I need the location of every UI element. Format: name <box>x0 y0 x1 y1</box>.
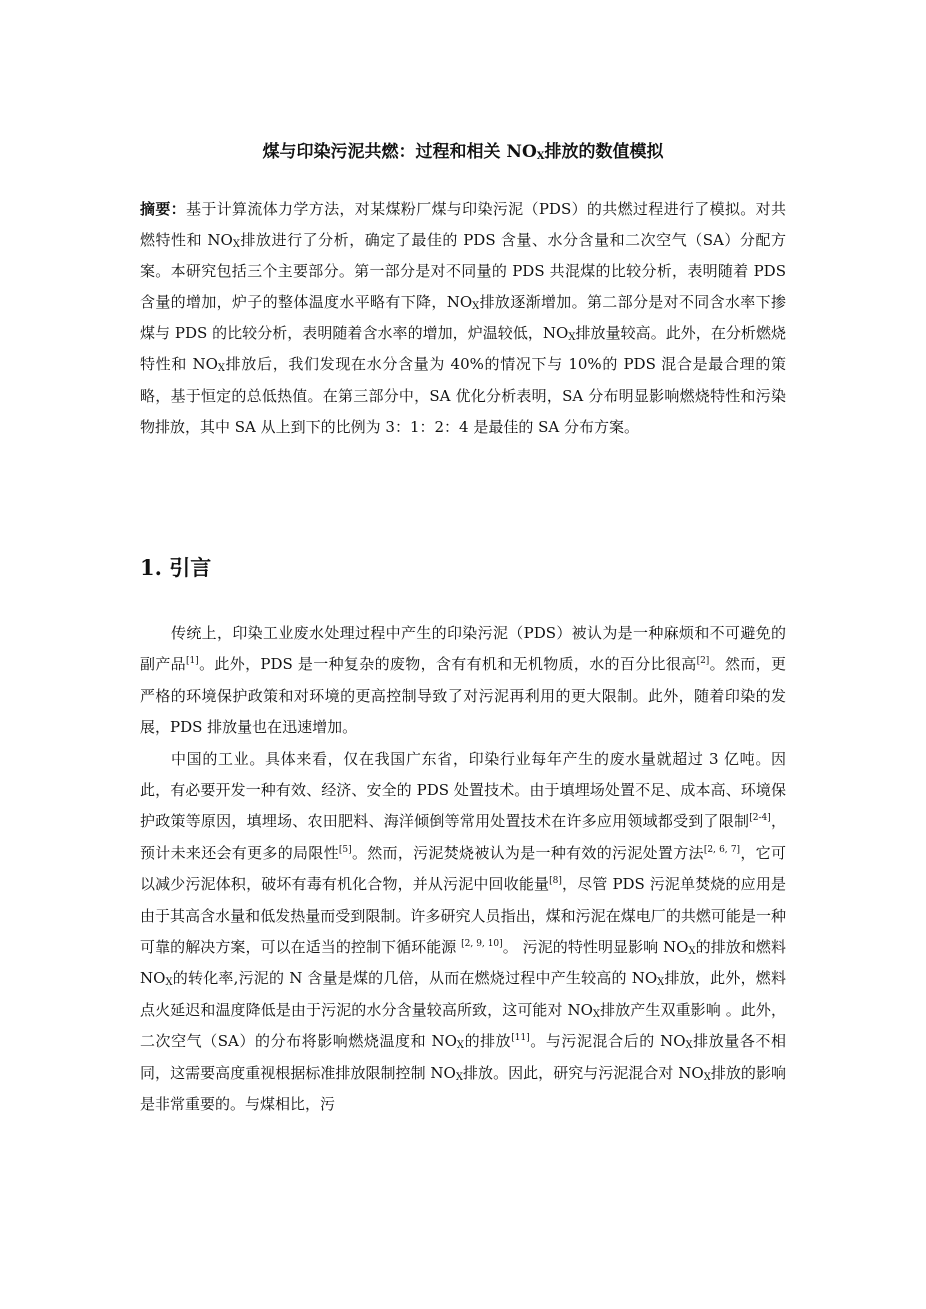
nox-subscript: X <box>592 1008 601 1020</box>
paragraph-text: ，预计未来还会有更多的局限性 <box>140 812 786 862</box>
paragraph-text: 的转化率,污泥的 N 含量是煤的几倍，从而在燃烧过程中产生较高的 NO <box>172 969 658 988</box>
paragraph-text: 传统上，印染工业废水处理过程中产生的印染污泥（PDS）被认为是一种麻烦和不可避免的副产品 <box>140 624 786 674</box>
paragraph <box>140 618 786 744</box>
nox-subscript: X <box>657 977 665 989</box>
abstract-text: 排放逐渐增加。第二部分是对不同含水率下掺煤与 PDS 的比较分析，表明随着含水率的增加，炉温较低，NO <box>140 293 786 343</box>
citation: [2, 6, 7] <box>703 844 741 855</box>
citation: [8] <box>549 876 562 887</box>
paragraph-text: 排放产生双重影响 。此外，二次空气（SA）的分布将影响燃烧温度和 NO <box>140 1000 786 1051</box>
nox-subscript: X <box>455 1071 463 1083</box>
citation: [2] <box>696 656 710 667</box>
nox-subscript: X <box>703 1071 711 1083</box>
nox-subscript: X <box>456 1040 465 1052</box>
nox-subscript: X <box>685 1040 693 1052</box>
paragraph-text: 排放，此外，燃料点火延迟和温度降低是由于污泥的水分含量较高所致，这可能对 NO <box>140 969 786 1019</box>
nox-subscript: X <box>217 363 226 375</box>
abstract-text: 排放进行了分析，确定了最佳的 PDS 含量、水分含量和二次空气（SA）分配方案。本研究包括三个主要部分。第一部分是对不同量的 PDS 共混煤的比较分析，表明随着 PDS 含量的增加，炉子的整体温度水平略有下降，NO <box>140 231 786 312</box>
abstract-text: 基于计算流体力学方法，对某煤粉厂煤与印染污泥（PDS）的共燃过程进行了模拟。对共燃特性和 NO <box>140 200 786 250</box>
paragraph-text: 中国的工业。具体来看，仅在我国广东省，印染行业每年产生的废水量就超过 3 亿吨。因此，有必要开发一种有效、经济、安全的 PDS 处置技术。由于填埋场处置不足、成本高、环境保护政策等原因，填埋场、农田肥料、海洋倾倒等常用处置技术在许多应用领域都受到了限制 <box>140 749 786 831</box>
nox-subscript: X <box>472 301 480 313</box>
paragraph-text: ，尽管 PDS 污泥单焚烧的应用是由于其高含水量和低发热量而受到限制。许多研究人员指出，煤和污泥在煤电厂的共燃可能是一种可靠的解决方案，可以在适当的控制下循环能源 <box>140 875 786 957</box>
abstract-text: 排放量较高。此外，在分析燃烧特性和 NO <box>140 324 786 374</box>
citation: [1] <box>186 656 199 667</box>
paper-title <box>140 139 786 165</box>
paragraph-text: 。然而，污泥焚烧被认为是一种有效的污泥处置方法 <box>351 843 704 862</box>
title-text-end: 排放的数值模拟 <box>544 142 664 162</box>
paragraph-text: 。然而，更严格的环境保护政策和对环境的更高控制导致了对污泥再利用的更大限制。此外，随着印染的发展，PDS 排放量也在迅速增加。 <box>140 655 786 737</box>
introduction-body <box>140 618 786 1121</box>
citation: [5] <box>338 844 352 855</box>
abstract-text: 排放后，我们发现在水分含量为 40%的情况下与 10%的 PDS 混合是最合理的策略，基于恒定的总低热值。在第三部分中，SA 优化分析表明，SA 分布明显影响燃烧特性和污染物排放，其中 SA 从上到下的比例为 3：1：2：4 是最佳的 SA 分布方案。 <box>140 355 786 436</box>
citation: [11] <box>511 1033 530 1044</box>
paragraph-text: 。 污泥的特性明显影响 NO <box>502 938 689 957</box>
paragraph-text: 。此外，PDS 是一种复杂的废物，含有有机和无机物质，水的百分比很高 <box>198 655 697 674</box>
paragraph-text: 的排放 <box>464 1032 512 1051</box>
paragraph-text: 排放。因此，研究与污泥混合对 NO <box>462 1063 704 1082</box>
title-subscript: X <box>536 151 545 162</box>
paragraph-text: 的排放和燃料 NO <box>140 938 786 988</box>
paragraph-text: ，它可以减少污泥体积，破坏有毒有机化合物，并从污泥中回收能量 <box>140 843 786 894</box>
paragraph <box>140 744 786 1121</box>
citation: [2-4] <box>749 813 771 824</box>
abstract-label: 摘要： <box>140 200 187 218</box>
citation: [2, 9, 10] <box>461 939 503 950</box>
nox-subscript: X <box>232 239 240 251</box>
nox-subscript: X <box>165 977 173 989</box>
section-heading-introduction: 1. 引言 <box>140 555 212 580</box>
paragraph-text: 排放量各不相同，这需要高度重视根据标准排放限制控制 NO <box>140 1032 786 1082</box>
paragraph-text: 。与污泥混合后的 NO <box>529 1032 686 1051</box>
title-text: 煤与印染污泥共燃：过程和相关 NO <box>262 142 537 162</box>
paragraph-text: 排放的影响是非常重要的。与煤相比，污 <box>140 1063 786 1114</box>
nox-subscript: X <box>688 946 696 958</box>
abstract <box>140 194 786 443</box>
nox-subscript: X <box>568 332 576 344</box>
